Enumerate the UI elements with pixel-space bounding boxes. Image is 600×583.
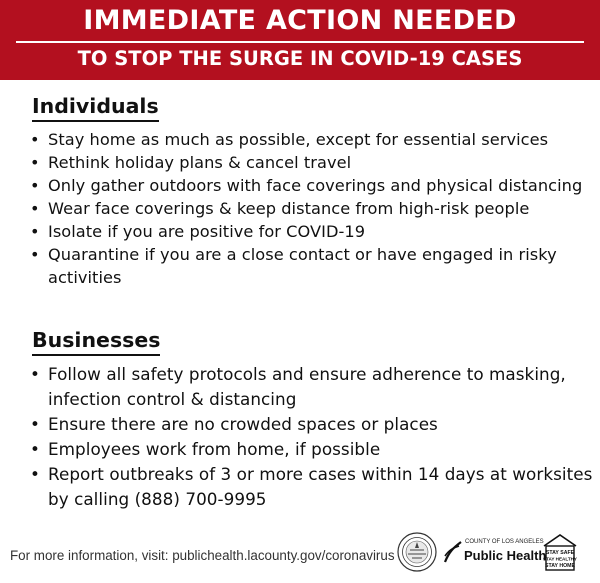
svg-text:STAY HEALTHY: STAY HEALTHY <box>542 556 578 562</box>
list-item-text: Follow all safety protocols and ensure adherence to masking, infection control & distancing <box>48 364 566 409</box>
businesses-list <box>28 362 594 512</box>
public-health-logo <box>443 537 547 569</box>
list-item-text: Isolate if you are positive for COVID-19 <box>48 222 366 241</box>
list-item <box>28 197 594 220</box>
list-item <box>28 151 594 174</box>
banner-divider <box>16 41 584 43</box>
svg-text:STAY SAFE: STAY SAFE <box>545 550 575 556</box>
list-item-text: Ensure there are no crowded spaces or places <box>48 414 438 434</box>
list-item-text: Stay home as much as possible, except for essential services <box>48 130 549 149</box>
bullet-icon: • <box>30 414 40 434</box>
individuals-section <box>28 92 594 289</box>
bullet-icon: • <box>30 222 40 241</box>
list-item <box>28 174 594 197</box>
county-seal-icon <box>397 532 437 572</box>
stay-safe-logo-icon <box>540 532 580 572</box>
bullet-icon: • <box>30 153 40 172</box>
individuals-heading: Individuals <box>32 92 159 122</box>
individuals-list <box>28 128 594 289</box>
list-item <box>28 220 594 243</box>
list-item <box>28 243 594 289</box>
bullet-icon: • <box>30 464 40 484</box>
bullet-icon: • <box>30 364 40 384</box>
list-item <box>28 362 594 412</box>
list-item <box>28 437 594 462</box>
banner-title: IMMEDIATE ACTION NEEDED <box>83 5 517 36</box>
bullet-icon: • <box>30 199 40 218</box>
header-banner <box>0 0 600 80</box>
list-item-text: Report outbreaks of 3 or more cases within 14 days at worksites by calling (888) 700-9995 <box>48 464 593 509</box>
banner-subtitle: TO STOP THE SURGE IN COVID-19 CASES <box>77 47 523 70</box>
businesses-heading: Businesses <box>32 326 160 356</box>
bullet-icon: • <box>30 439 40 459</box>
public-health-county-text: COUNTY OF LOS ANGELES <box>465 539 544 545</box>
bullet-icon: • <box>30 176 40 195</box>
bullet-icon: • <box>30 245 40 264</box>
list-item <box>28 412 594 437</box>
public-health-text: Public Health <box>464 548 547 563</box>
list-item-text: Wear face coverings & keep distance from high-risk people <box>48 199 530 218</box>
list-item <box>28 462 594 512</box>
public-health-mark-icon <box>443 540 463 564</box>
bullet-icon: • <box>30 130 40 149</box>
list-item-text: Only gather outdoors with face coverings and physical distancing <box>48 176 583 195</box>
list-item <box>28 128 594 151</box>
list-item-text: Employees work from home, if possible <box>48 439 381 459</box>
svg-text:STAY HOME: STAY HOME <box>545 563 575 569</box>
list-item-text: Quarantine if you are a close contact or have engaged in risky activities <box>48 245 557 287</box>
footer-info-text: For more information, visit: publichealth.lacounty.gov/coronavirus <box>10 548 395 563</box>
businesses-section <box>28 326 594 512</box>
list-item-text: Rethink holiday plans & cancel travel <box>48 153 352 172</box>
